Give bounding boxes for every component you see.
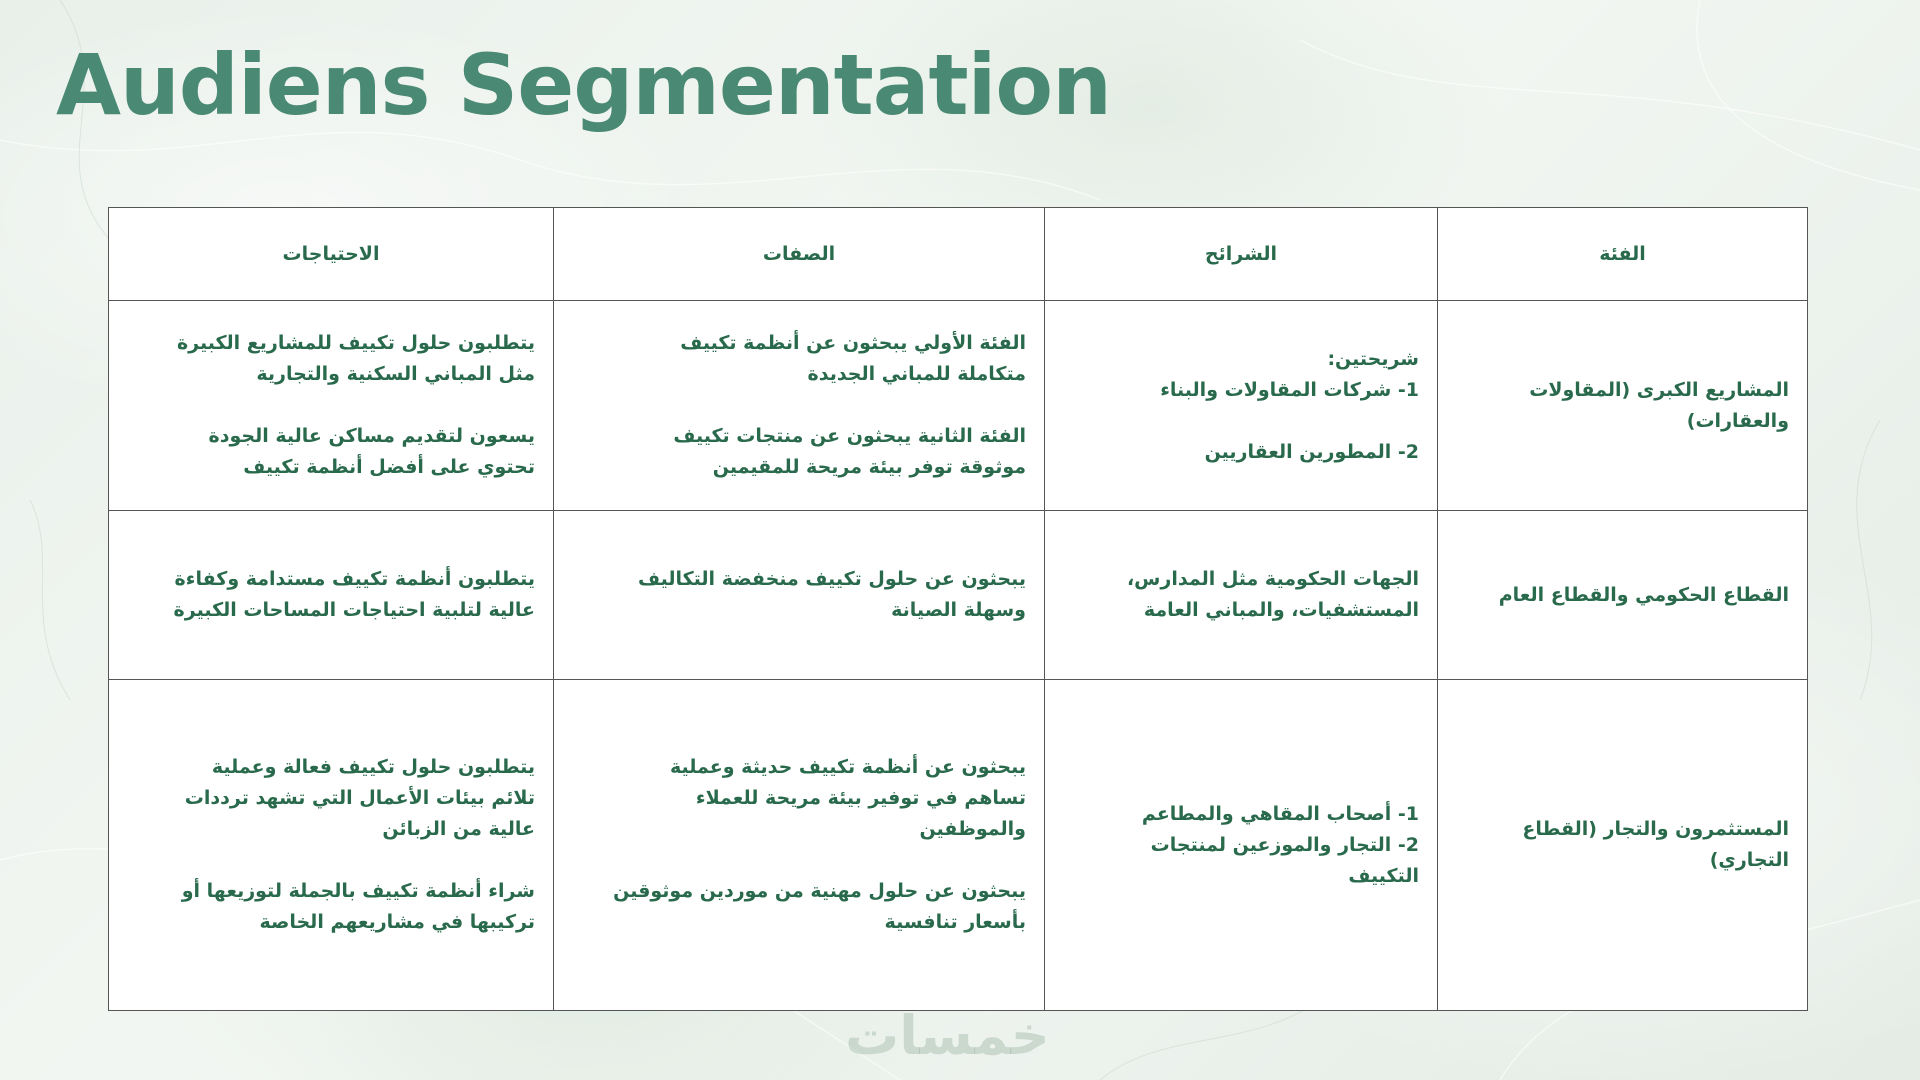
segments-cell	[1045, 301, 1438, 511]
segments-cell	[1045, 511, 1438, 680]
traits-cell	[554, 680, 1045, 1011]
traits-cell	[554, 301, 1045, 511]
segments-text: شريحتين: 1- شركات المقاولات والبناء 2- المطورين العقاريين	[1160, 347, 1419, 463]
needs-cell	[109, 511, 554, 680]
needs-text: يتطلبون حلول تكييف فعالة وعملية تلائم بيئات الأعمال التي تشهد ترددات عالية من الزبائن شراء أنظمة تكييف بالجملة لتوزيعها أو تركيبها في مشاريعهم الخاصة	[181, 756, 535, 933]
khamsat-watermark-logo: خمسات	[845, 1004, 1050, 1067]
category-cell	[1438, 511, 1808, 680]
header-segments: الشرائح	[1045, 208, 1438, 301]
needs-text: يتطلبون أنظمة تكييف مستدامة وكفاءة عالية لتلبية احتياجات المساحات الكبيرة	[173, 568, 535, 621]
segments-cell	[1045, 680, 1438, 1011]
category-cell	[1438, 301, 1808, 511]
traits-text: يبحثون عن أنظمة تكييف حديثة وعملية تساهم في توفير بيئة مريحة للعملاء والموظفين يبحثون عن حلول مهنية من موردين موثوقين بأسعار تنافسية	[613, 756, 1026, 933]
needs-cell	[109, 680, 554, 1011]
header-needs: الاحتياجات	[109, 208, 554, 301]
table-row	[109, 301, 1808, 511]
needs-cell	[109, 301, 554, 511]
header-traits: الصفات	[554, 208, 1045, 301]
segments-text: الجهات الحكومية مثل المدارس، المستشفيات، والمباني العامة	[1126, 568, 1419, 621]
traits-text: يبحثون عن حلول تكييف منخفضة التكاليف وسهلة الصيانة	[637, 568, 1026, 621]
page-title: Audiens Segmentation	[56, 36, 1111, 134]
category-cell	[1438, 680, 1808, 1011]
table-header-row	[109, 208, 1808, 301]
traits-cell	[554, 511, 1045, 680]
category-text: القطاع الحكومي والقطاع العام	[1498, 583, 1789, 606]
table-row	[109, 511, 1808, 680]
segmentation-table	[108, 207, 1808, 1011]
category-text: المستثمرون والتجار (القطاع التجاري)	[1522, 818, 1789, 871]
segments-text: 1- أصحاب المقاهي والمطاعم 2- التجار والموزعين لمنتجات التكييف	[1141, 802, 1419, 887]
table-row	[109, 680, 1808, 1011]
header-category: الفئة	[1438, 208, 1808, 301]
traits-text: الفئة الأولي يبحثون عن أنظمة تكييف متكاملة للمباني الجديدة الفئة الثانية يبحثون عن منتجات تكييف موثوقة توفر بيئة مريحة للمقيمين	[673, 332, 1026, 478]
category-text: المشاريع الكبرى (المقاولات والعقارات)	[1529, 378, 1789, 432]
needs-text: يتطلبون حلول تكييف للمشاريع الكبيرة مثل المباني السكنية والتجارية يسعون لتقديم مساكن عالية الجودة تحتوي على أفضل أنظمة تكييف	[176, 332, 535, 478]
